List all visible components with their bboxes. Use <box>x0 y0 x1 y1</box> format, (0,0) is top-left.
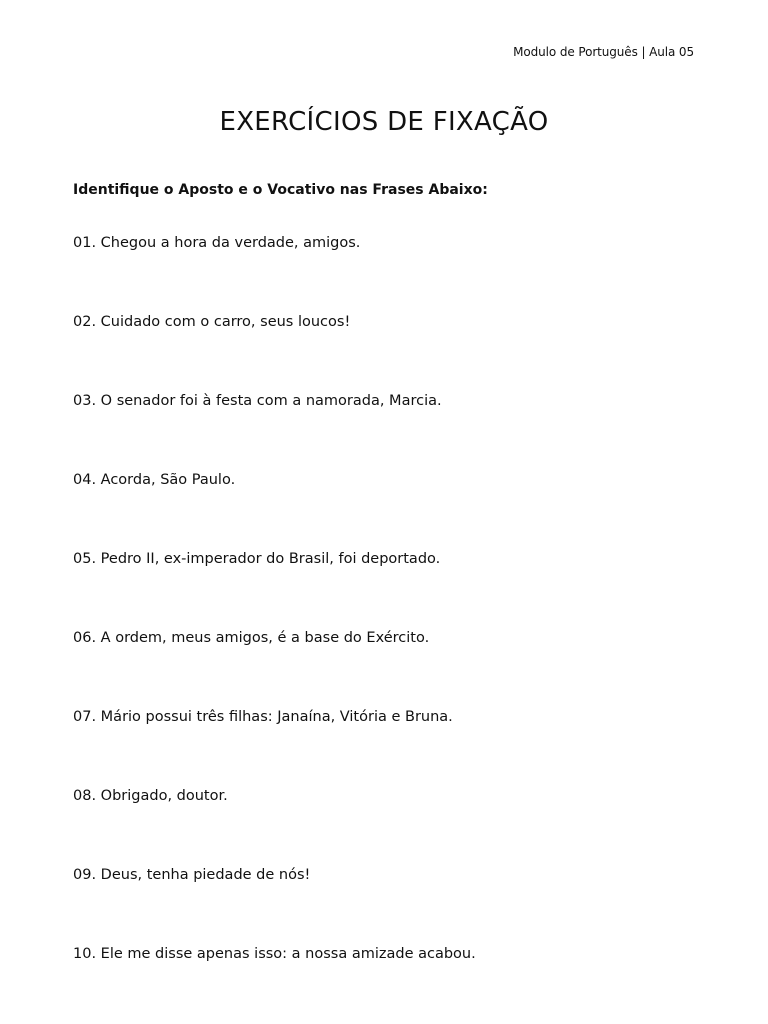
exercise-list <box>73 233 476 1023</box>
page-title: EXERCÍCIOS DE FIXAÇÃO <box>219 107 549 137</box>
page-header: Modulo de Português | Aula 05 <box>513 45 694 59</box>
exercise-item-02: 02. Cuidado com o carro, seus loucos! <box>73 314 351 330</box>
exercise-item-01: 01. Chegou a hora da verdade, amigos. <box>73 235 361 251</box>
exercise-item-06: 06. A ordem, meus amigos, é a base do Exército. <box>73 630 430 646</box>
exercise-item-05: 05. Pedro II, ex-imperador do Brasil, foi deportado. <box>73 551 441 567</box>
exercise-item-08: 08. Obrigado, doutor. <box>73 788 228 804</box>
exercise-item-07: 07. Mário possui três filhas: Janaína, Vitória e Bruna. <box>73 709 453 725</box>
instruction-text: Identifique o Aposto e o Vocativo nas Frases Abaixo: <box>73 182 488 198</box>
exercise-item-03: 03. O senador foi à festa com a namorada, Marcia. <box>73 393 442 409</box>
exercise-item-04: 04. Acorda, São Paulo. <box>73 472 236 488</box>
exercise-item-10: 10. Ele me disse apenas isso: a nossa amizade acabou. <box>73 946 476 962</box>
exercise-item-09: 09. Deus, tenha piedade de nós! <box>73 867 311 883</box>
